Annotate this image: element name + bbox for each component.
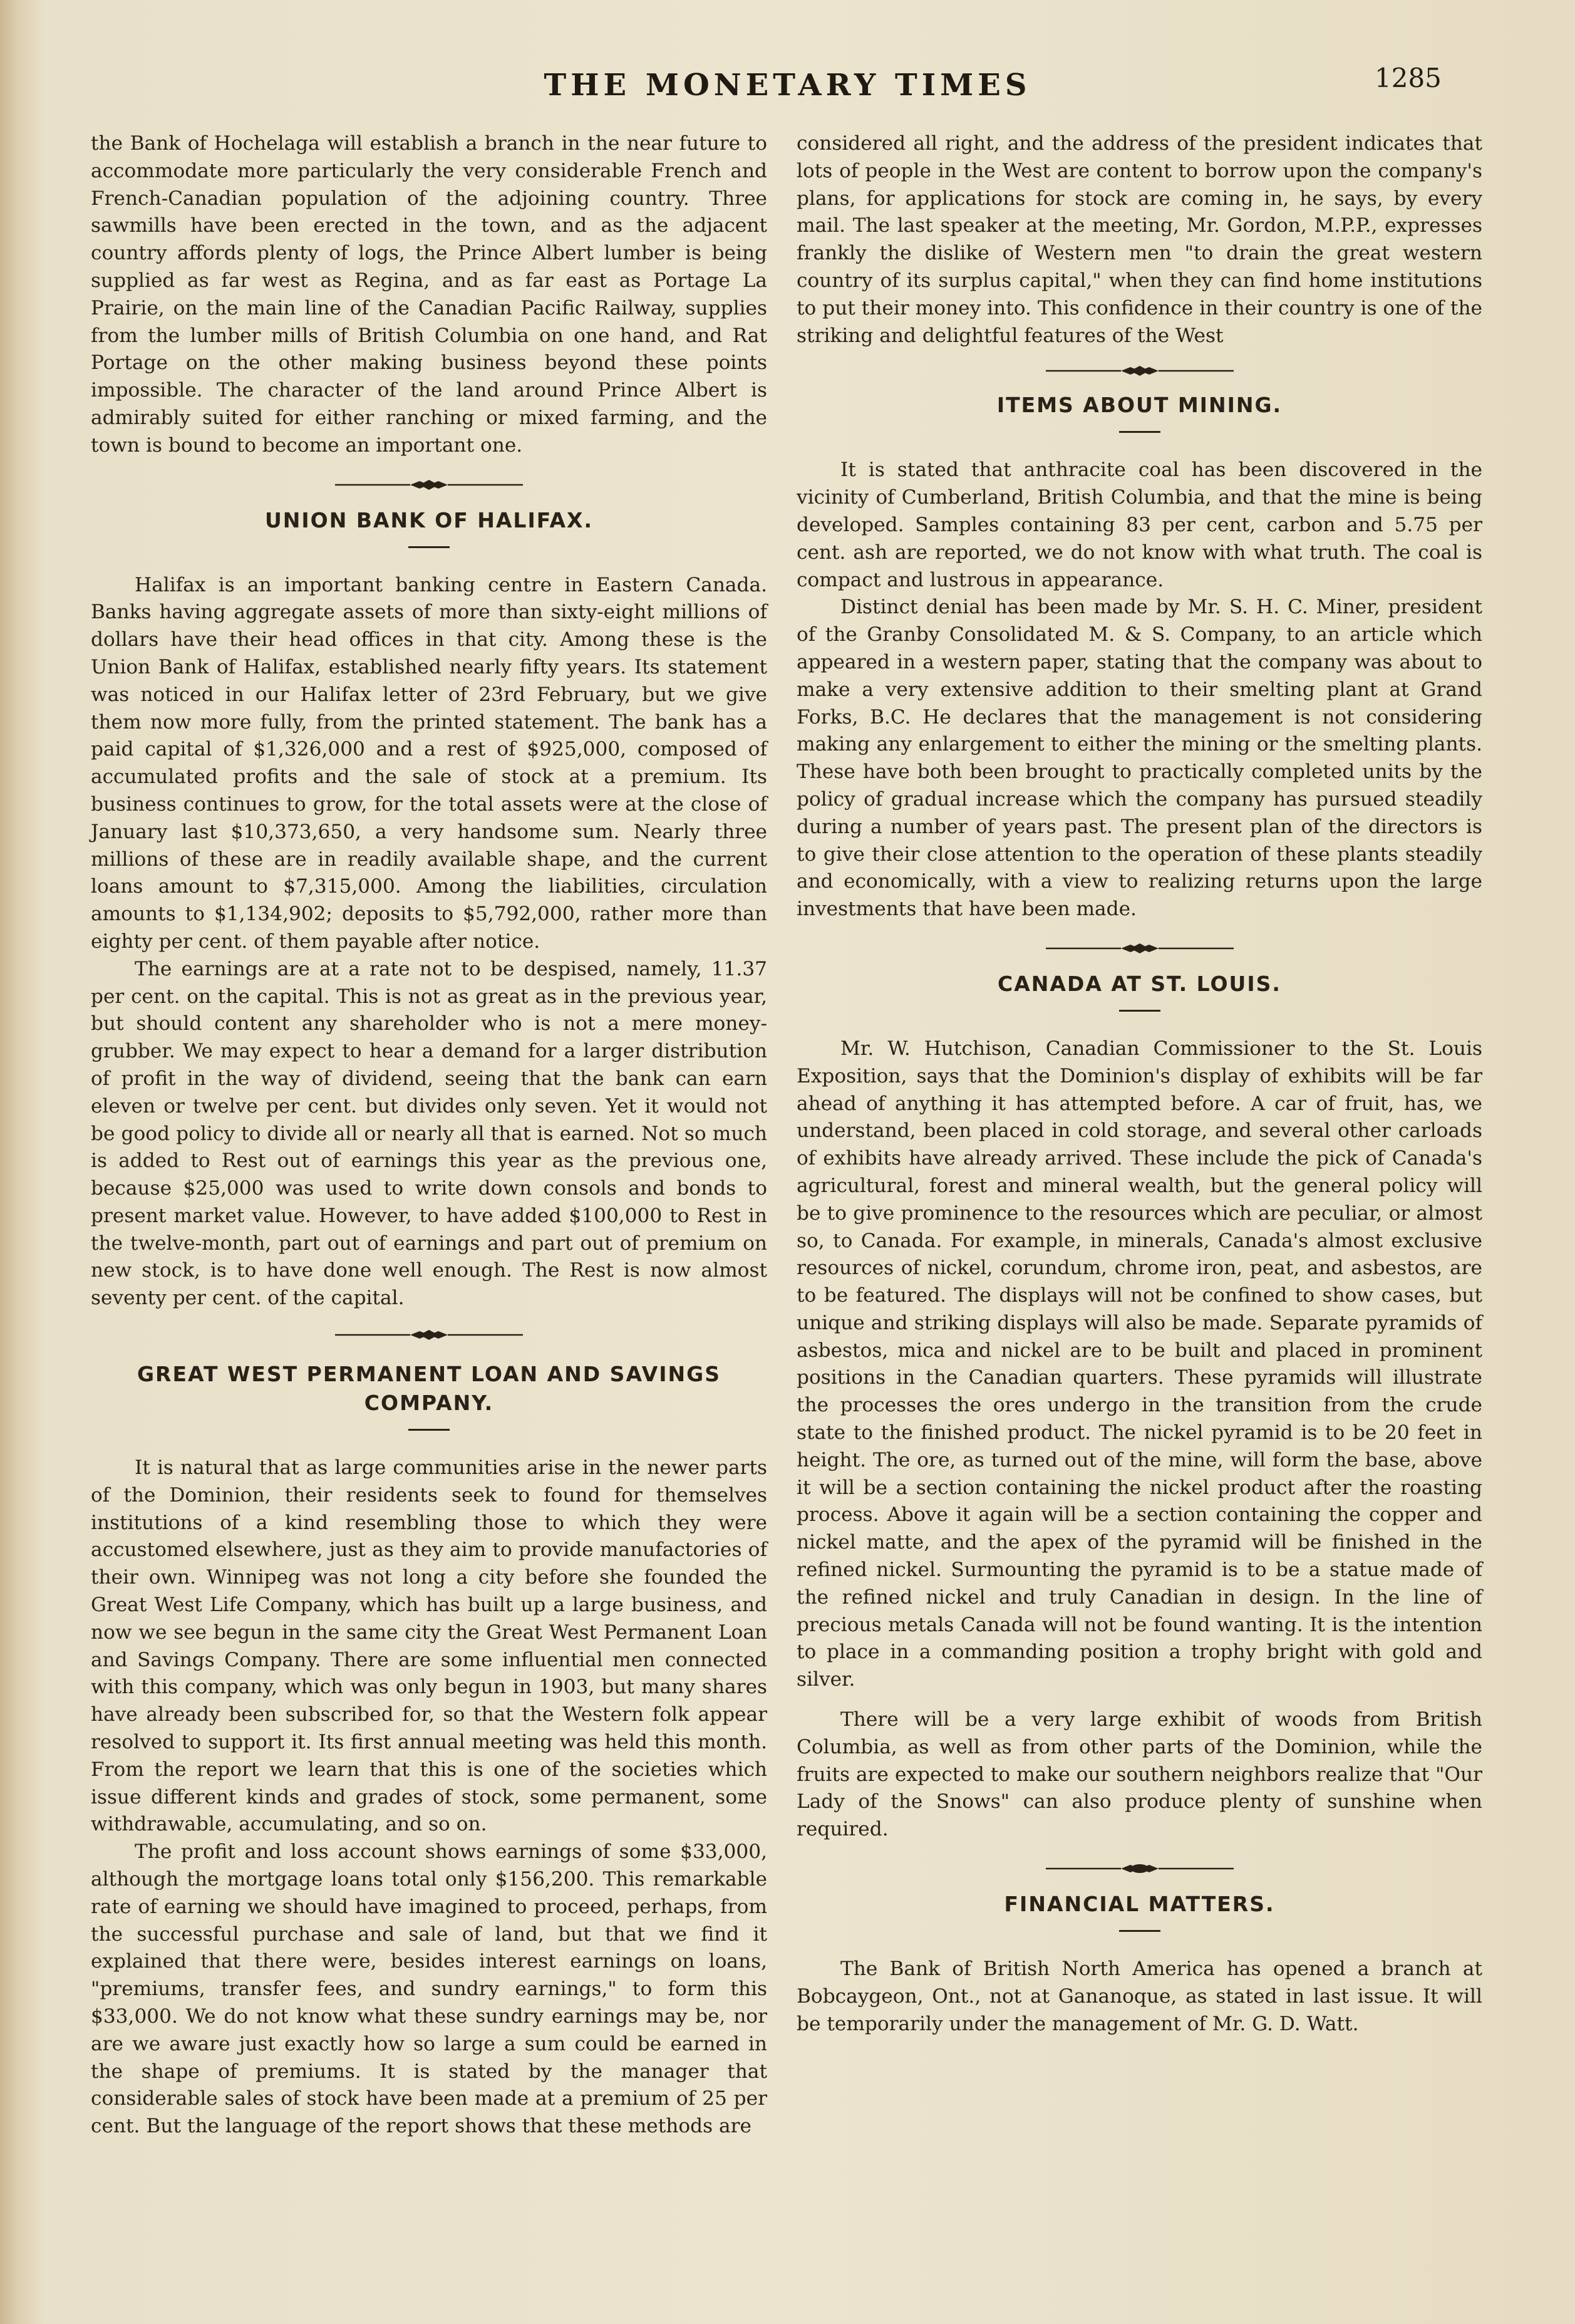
mining-heading: ITEMS ABOUT MINING. [996, 393, 1283, 418]
union-bank-paragraph-2: The earnings are at a rate not to be despised, namely, 11.37 per cent. on the capital. This is not as great as in the previous year, but should content any shareholder who is not a mere money-grubber. We may expect to hear a demand for a larger distribution of profit in the way of dividend, seeing that the bank can earn eleven or twelve per cent. but divides only seven. Yet it would not be good policy to divide all or nearly all that is earned. Not so much is added to Rest out of earnings this year as the previous one, because $25,000 was used to write down consols and bonds to present market value. However, to have added $100,000 to Rest in the twelve-month, part out of earnings and part out of premium on new stock, is to have done well enough. The Rest is now almost seventy per cent. of the capital. [91, 957, 767, 1310]
west-confidence-paragraph: considered all right, and the address of the president indicates that lots of people in the West are content to borrow upon the company's plans, for applications for stock are coming in, he says, by every mail. The last speaker at the meeting, Mr. Gordon, M.P.P., expresses frankly the dislike of Western men "to drain the great western country of its surplus capital," when they can find home institutions to put their money into. This confidence in their country is one of the striking and delightful features of the West [797, 132, 1482, 347]
heading-rule [1119, 1010, 1160, 1012]
union-bank-paragraph-1: Halifax is an important banking centre in Eastern Canada. Banks having aggregate assets of more than sixty-eight millions of dollars have their head offices in that city. Among these is the Union Bank of Halifax, established nearly fifty years. Its statement was noticed in our Halifax letter of 23rd February, but we give them now more fully, from the printed statement. The bank has a paid capital of $1,326,000 and a rest of $925,000, composed of accumulated profits and the sale of stock at a premium. Its business continues to grow, for the total assets were at the close of January last $10,373,650, a very handsome sum. Nearly three millions of these are in readily available shape, and the current loans amount to $7,315,000. Among the liabilities, circulation amounts to $1,134,902; deposits to $5,792,000, rather more than eighty per cent. of them payable after notice. [91, 573, 767, 953]
mining-paragraph-2: Distinct denial has been made by Mr. S. H. C. Miner, president of the Granby Consolidated M. & S. Company, to an article which appeared in a western paper, stating that the company was about to make a very extensive addition to their smelting plant at Grand Forks, B.C. He declares that the management is not considering making any enlargement to either the mining or the smelting plants. These have both been brought to practically completed units by the policy of gradual increase which the company has pursued steadily during a number of years past. The present plan of the directors is to give their close attention to the operation of these plants steadily and economically, with a view to realizing returns upon the large investments that have been made. [797, 596, 1482, 921]
page-number: 1285 [1375, 63, 1442, 93]
heading-rule [1119, 431, 1160, 433]
heading-rule [408, 546, 450, 548]
heading-rule [408, 1429, 450, 1431]
section-ornament [1027, 940, 1252, 957]
union-bank-heading: UNION BANK OF HALIFAX. [264, 507, 594, 532]
great-west-paragraph-1: It is natural that as large communities arise in the newer parts of the Dominion, their residents seek to found for themselves institutions of a kind resembling those to which they were accustomed elsewhere, just as they aim to provide manufactories of their own. Winnipeg was not long a city before she founded the Great West Life Company, which has built up a large business, and now we see begun in the same city the Great West Permanent Loan and Savings Company. There are some influential men connected with this company, which was only begun in 1903, but many shares have already been subscribed for, so that the Western folk appear resolved to support it. Its first annual meeting was held this month. From the report we learn that this is one of the societies which issue different kinds and grades of stock, some permanent, some withdrawable, accumulating, and so on. [91, 1456, 767, 1836]
prince-albert-paragraph: the Bank of Hochelaga will establish a branch in the near future to accommodate more particularly the very considerable French and French-Canadian population of the adjoining country. Three sawmills have been erected in the town, and as the adjacent country affords plenty of logs, the Prince Albert lumber is being supplied as far west as Regina, and as far east as Portage La Prairie, on the main line of the Canadian Pacific Railway, supplies from the lumber mills of British Columbia on one hand, and Rat Portage on the other making business beyond these points impossible. The character of the land around Prince Albert is admirably suited for either ranching or mixed farming, and the town is bound to become an important one. [91, 132, 767, 457]
section-ornament [1027, 362, 1252, 380]
left-column [91, 130, 767, 2140]
great-west-paragraph-2: The profit and loss account shows earnings of some $33,000, although the mortgage loans total only $156,200. This remarkable rate of earning we should have imagined to proceed, perhaps, from the successful purchase and sale of land, but that we find it explained that there were, besides interest earnings on loans, "premiums, transfer fees, and sundry earnings," to form this $33,000. We do not know what these sundry earnings may be, nor are we aware just exactly how so large a sum could be earned in the shape of premiums. It is stated by the manager that considerable sales of stock have been made at a premium of 25 per cent. But the language of the report shows that these methods are [91, 1840, 767, 2138]
great-west-heading: GREAT WEST PERMANENT LOAN AND SAVINGS COMPANY. [137, 1362, 721, 1416]
st-louis-paragraph-2: There will be a very large exhibit of woods from British Columbia, as well as from other parts of the Dominion, while the fruits are expected to make our southern neighbors realize that "Our Lady of the Snows" can also produce plenty of sunshine when required. [797, 1708, 1482, 1841]
mining-paragraph-1: It is stated that anthracite coal has been discovered in the vicinity of Cumberland, British Columbia, and that the mine is being developed. Samples containing 83 per cent, carbon and 5.75 per cent. ash are reported, we do not know with what truth. The coal is compact and lustrous in appearance. [797, 459, 1482, 591]
section-ornament [316, 1326, 542, 1344]
section-ornament [316, 476, 542, 494]
st-louis-heading: CANADA AT ST. LOUIS. [998, 971, 1281, 996]
masthead-title: THE MONETARY TIMES [544, 68, 1031, 103]
financial-heading: FINANCIAL MATTERS. [1004, 1892, 1275, 1917]
right-column [797, 130, 1482, 2038]
st-louis-paragraph-1: Mr. W. Hutchison, Canadian Commissioner to the St. Louis Exposition, says that the Dominion's display of exhibits will be far ahead of anything it has attempted before. A car of fruit, has, we understand, been placed in cold storage, and several other carloads of exhibits have already arrived. These include the pick of Canada's agricultural, forest and mineral wealth, but the general policy will be to give prominence to the resources which are peculiar, or almost so, to Canada. For example, in minerals, Canada's almost exclusive resources of nickel, corundum, chrome iron, peat, and asbestos, are to be featured. The displays will not be confined to show cases, but unique and striking displays will also be made. Separate pyramids of asbestos, mica and nickel are to be built and placed in prominent positions in the Canadian quarters. These pyramids will illustrate the processes the ores undergo in the transition from the crude state to the finished product. The nickel pyramid is to be 20 feet in height. The ore, as turned out of the mine, will form the base, above it will be a section containing the nickel product after the roasting process. Above it again will be a section containing the copper and nickel matte, and the apex of the pyramid will be finished in the refined nickel. Surmounting the pyramid is to be a statue made of the refined nickel and truly Canadian in design. In the line of precious metals Canada will not be found wanting. It is the intention to place in a commanding position a trophy bright with gold and silver. [797, 1037, 1482, 1691]
section-ornament [1027, 1860, 1252, 1877]
heading-rule [1119, 1930, 1160, 1932]
financial-paragraph-1: The Bank of British North America has opened a branch at Bobcaygeon, Ont., not at Gananoque, as stated in last issue. It will be temporarily under the management of Mr. G. D. Watt. [797, 1958, 1482, 2035]
